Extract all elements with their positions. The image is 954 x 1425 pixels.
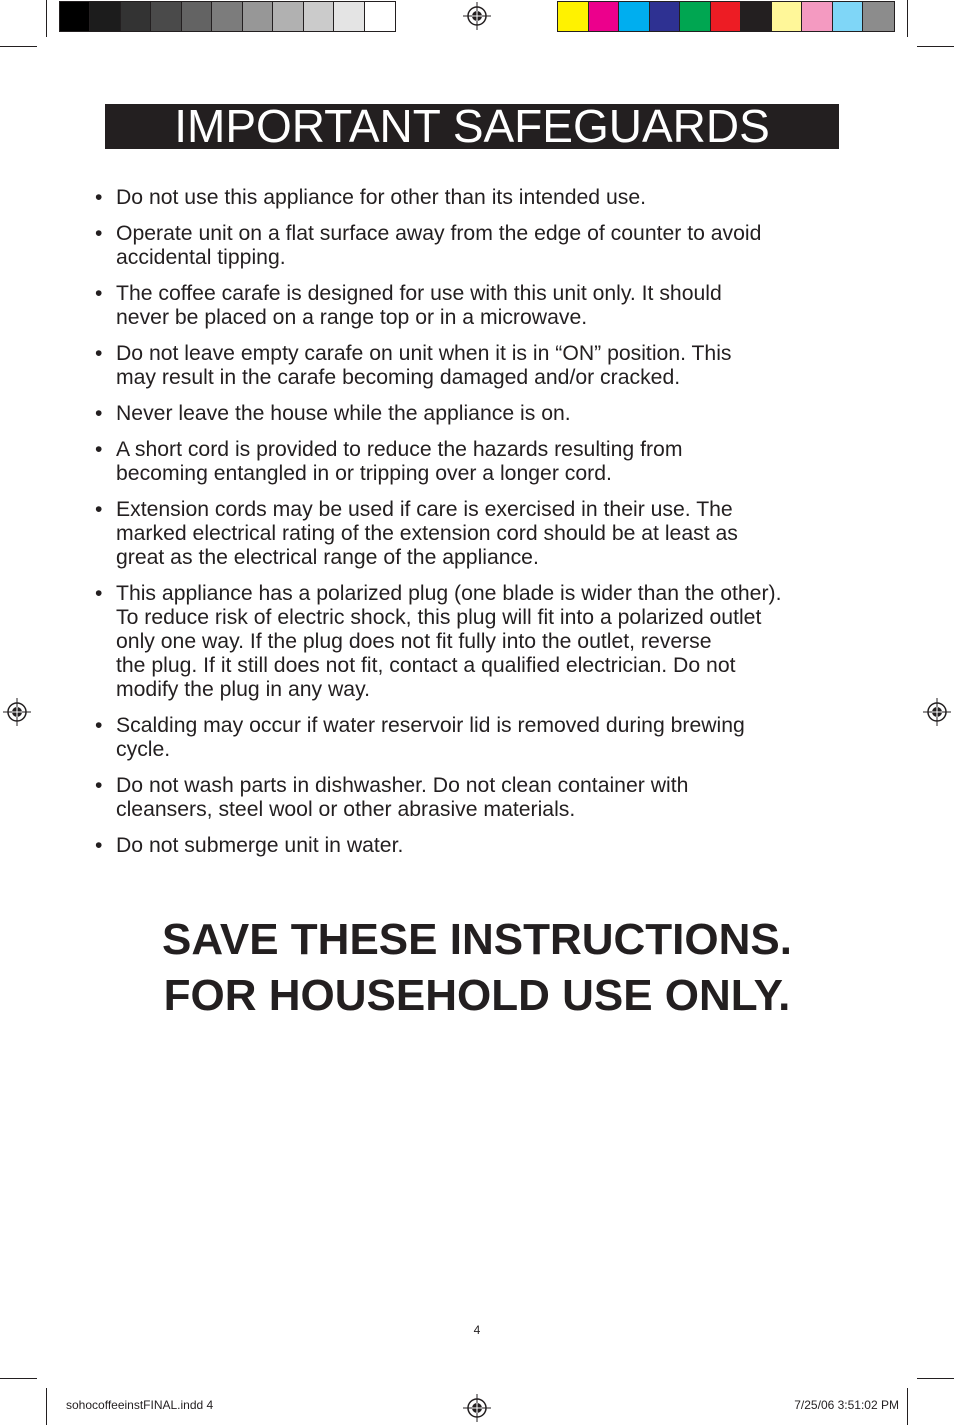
safeguards-list <box>95 186 855 870</box>
color-bar <box>557 1 895 32</box>
page-title: IMPORTANT SAFEGUARDS <box>105 104 839 149</box>
crop-mark <box>917 1378 954 1379</box>
slug-filename: sohocoffeeinstFINAL.indd 4 <box>66 1398 214 1412</box>
save-instructions-heading: SAVE THESE INSTRUCTIONS. FOR HOUSEHOLD USE ONLY. <box>162 915 792 1020</box>
bullet-icon: • <box>95 714 103 737</box>
color-swatch <box>212 2 242 31</box>
color-swatch <box>863 2 894 31</box>
crop-mark <box>907 1388 908 1425</box>
safeguard-text: Operate unit on a flat surface away from the edge of counter to avoid accidental tipping. <box>116 222 762 269</box>
safeguard-text: A short cord is provided to reduce the hazards resulting from becoming entangled in or tripping over a longer cord. <box>116 438 683 485</box>
color-swatch <box>711 2 742 31</box>
safeguard-text: This appliance has a polarized plug (one blade is wider than the other). To reduce risk of electric shock, this plug will fit into a polarized outlet only one way. If the plug does not fit fully into the outlet, reverse the plug. If it still does not fit, contact a qualified electrician. Do not modify the plug in any way. <box>116 582 782 701</box>
color-swatch <box>802 2 833 31</box>
bullet-icon: • <box>95 438 103 461</box>
color-swatch <box>741 2 772 31</box>
color-swatch <box>90 2 120 31</box>
registration-mark-icon <box>923 698 951 726</box>
crop-mark <box>907 0 908 37</box>
safeguard-item <box>95 186 855 210</box>
safeguard-text: Do not use this appliance for other than its intended use. <box>116 186 647 209</box>
crop-mark <box>46 0 47 37</box>
crop-mark <box>917 46 954 47</box>
safeguard-text: Never leave the house while the appliance is on. <box>116 402 571 425</box>
color-swatch <box>334 2 364 31</box>
registration-mark-icon <box>463 1394 491 1422</box>
color-swatch <box>182 2 212 31</box>
bullet-icon: • <box>95 834 103 857</box>
page-number: 4 <box>473 1323 481 1337</box>
safeguard-text: Do not submerge unit in water. <box>116 834 404 857</box>
color-swatch <box>680 2 711 31</box>
bullet-icon: • <box>95 342 103 365</box>
bullet-icon: • <box>95 402 103 425</box>
safeguard-text: Do not leave empty carafe on unit when it is in “ON” position. This may result in the carafe becoming damaged and/or cracked. <box>116 342 732 389</box>
crop-mark <box>0 46 37 47</box>
bullet-icon: • <box>95 222 103 245</box>
safeguard-item <box>95 498 855 570</box>
bullet-icon: • <box>95 282 103 305</box>
bullet-icon: • <box>95 186 103 209</box>
grayscale-bar <box>59 1 396 32</box>
crop-mark <box>0 1378 37 1379</box>
safeguard-text: The coffee carafe is designed for use with this unit only. It should never be placed on a range top or in a microwave. <box>116 282 722 329</box>
color-swatch <box>304 2 334 31</box>
color-swatch <box>365 2 395 31</box>
safeguard-item <box>95 774 855 822</box>
registration-mark-icon <box>463 2 491 30</box>
registration-mark-icon <box>3 698 31 726</box>
color-swatch <box>558 2 589 31</box>
color-swatch <box>589 2 620 31</box>
safeguard-text: Do not wash parts in dishwasher. Do not clean container with cleansers, steel wool or other abrasive materials. <box>116 774 689 821</box>
color-swatch <box>60 2 90 31</box>
safeguard-item <box>95 282 855 330</box>
safeguard-item <box>95 222 855 270</box>
safeguard-item <box>95 342 855 390</box>
safeguard-text: Scalding may occur if water reservoir lid is removed during brewing cycle. <box>116 714 745 761</box>
safeguard-item <box>95 438 855 486</box>
safeguard-item <box>95 834 855 858</box>
color-swatch <box>243 2 273 31</box>
safeguard-item <box>95 402 855 426</box>
safeguard-item <box>95 582 855 702</box>
color-swatch <box>833 2 864 31</box>
safeguard-text: Extension cords may be used if care is exercised in their use. The marked electrical rating of the extension cord should be at least as great as the electrical range of the appliance. <box>116 498 738 569</box>
crop-mark <box>46 1388 47 1425</box>
color-swatch <box>650 2 681 31</box>
bullet-icon: • <box>95 498 103 521</box>
color-swatch <box>121 2 151 31</box>
color-swatch <box>772 2 803 31</box>
color-swatch <box>619 2 650 31</box>
color-swatch <box>151 2 181 31</box>
bullet-icon: • <box>95 582 103 605</box>
safeguard-item <box>95 714 855 762</box>
bullet-icon: • <box>95 774 103 797</box>
slug-timestamp: 7/25/06 3:51:02 PM <box>794 1398 899 1412</box>
color-swatch <box>273 2 303 31</box>
